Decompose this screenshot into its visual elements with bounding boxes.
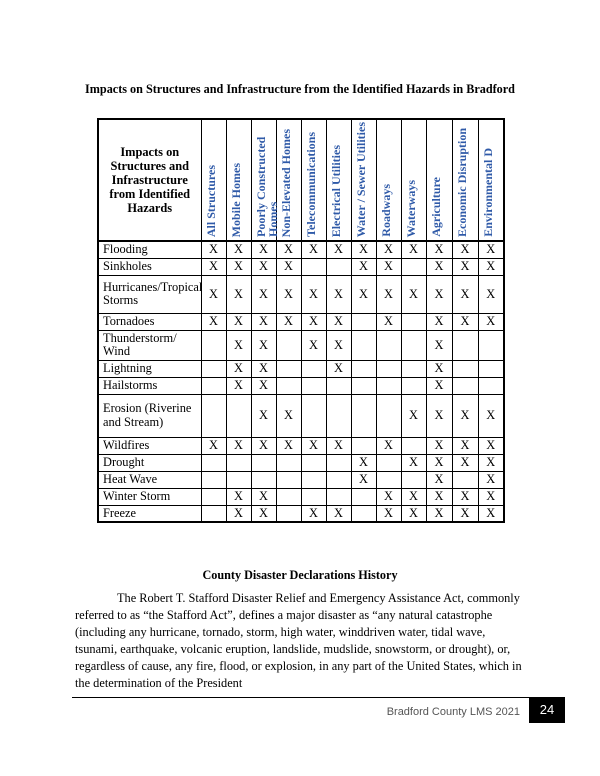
impact-cell: X [376, 437, 401, 454]
impact-cell [251, 454, 276, 471]
impact-cell: X [426, 275, 452, 313]
impact-cell: X [426, 471, 452, 488]
body-paragraph [75, 590, 527, 692]
impact-cell: X [201, 241, 226, 258]
impact-cell [201, 360, 226, 377]
impact-cell [201, 471, 226, 488]
column-header-label: Water / Sewer Utilities [353, 121, 368, 237]
impact-cell: X [301, 241, 326, 258]
impact-cell: X [276, 258, 301, 275]
page-number: 24 [529, 697, 565, 723]
impact-cell: X [251, 313, 276, 330]
impact-cell [301, 471, 326, 488]
impact-cell: X [226, 437, 251, 454]
hazard-impact-table [97, 118, 505, 523]
impact-cell: X [376, 258, 401, 275]
impact-cell: X [478, 505, 504, 522]
impact-cell: X [478, 394, 504, 437]
table-row [98, 437, 504, 454]
impact-cell [301, 360, 326, 377]
impact-cell: X [251, 394, 276, 437]
impact-cell: X [351, 241, 376, 258]
hazard-name: Winter Storm [98, 488, 201, 505]
impact-cell [201, 488, 226, 505]
impact-cell: X [426, 454, 452, 471]
impact-cell [452, 471, 478, 488]
impact-cell: X [452, 241, 478, 258]
hazard-name: Flooding [98, 241, 201, 258]
impact-cell [351, 313, 376, 330]
impact-cell [326, 394, 351, 437]
impact-cell [201, 454, 226, 471]
impact-cell [226, 394, 251, 437]
impact-cell: X [452, 275, 478, 313]
column-header [301, 119, 326, 241]
hazard-name: Hailstorms [98, 377, 201, 394]
impact-cell [201, 330, 226, 360]
impact-cell [326, 471, 351, 488]
table-row [98, 258, 504, 275]
column-header [401, 119, 426, 241]
column-header [478, 119, 504, 241]
impact-cell [351, 505, 376, 522]
impact-cell [326, 258, 351, 275]
impact-cell [326, 454, 351, 471]
impact-cell: X [478, 437, 504, 454]
impact-cell: X [301, 437, 326, 454]
impact-cell: X [226, 505, 251, 522]
table-row [98, 377, 504, 394]
impact-cell: X [201, 437, 226, 454]
impact-cell [401, 313, 426, 330]
impact-cell [301, 258, 326, 275]
hazard-name: Tornadoes [98, 313, 201, 330]
impact-cell: X [301, 275, 326, 313]
impact-cell [401, 377, 426, 394]
impact-cell: X [276, 241, 301, 258]
impact-cell [301, 394, 326, 437]
impact-cell: X [452, 258, 478, 275]
impact-cell [452, 330, 478, 360]
column-header [326, 119, 351, 241]
table-row [98, 241, 504, 258]
footer-rule [72, 697, 564, 698]
impact-cell: X [226, 241, 251, 258]
column-header-label: Roadways [378, 184, 393, 237]
impact-cell [351, 437, 376, 454]
impact-cell: X [452, 454, 478, 471]
impact-cell [376, 454, 401, 471]
section-title: County Disaster Declarations History [202, 568, 398, 582]
column-header [376, 119, 401, 241]
impact-cell: X [351, 454, 376, 471]
impact-cell: X [452, 488, 478, 505]
impact-cell: X [226, 488, 251, 505]
impact-cell: X [426, 394, 452, 437]
impact-cell [401, 330, 426, 360]
impact-cell: X [201, 258, 226, 275]
impact-cell [401, 471, 426, 488]
impact-cell: X [226, 313, 251, 330]
impact-cell: X [276, 275, 301, 313]
impact-cell: X [251, 275, 276, 313]
impact-cell: X [226, 275, 251, 313]
impact-cell: X [251, 360, 276, 377]
table-row [98, 471, 504, 488]
impact-cell: X [478, 488, 504, 505]
impact-cell: X [326, 330, 351, 360]
impact-cell: X [426, 505, 452, 522]
impact-cell: X [426, 360, 452, 377]
impact-cell [276, 454, 301, 471]
impact-cell: X [326, 437, 351, 454]
impact-cell: X [276, 437, 301, 454]
impact-cell: X [351, 258, 376, 275]
column-header [276, 119, 301, 241]
impact-cell [201, 394, 226, 437]
impact-cell [226, 454, 251, 471]
impact-cell: X [226, 258, 251, 275]
column-header [201, 119, 226, 241]
impact-cell: X [376, 275, 401, 313]
impact-cell: X [276, 394, 301, 437]
impact-cell [351, 394, 376, 437]
hazard-name: Thunderstorm/ Wind [98, 330, 201, 360]
column-header-label: All Structures [203, 164, 218, 237]
table-row [98, 275, 504, 313]
impact-cell: X [478, 275, 504, 313]
column-header-label: Waterways [403, 179, 418, 237]
impact-cell: X [376, 488, 401, 505]
impact-cell: X [251, 377, 276, 394]
column-header-label: Non-Elevated Homes [278, 128, 293, 237]
impact-cell [326, 377, 351, 394]
column-header-label: Agriculture [428, 177, 443, 237]
impact-cell: X [251, 330, 276, 360]
impact-cell: X [326, 241, 351, 258]
impact-cell: X [226, 330, 251, 360]
impact-cell [376, 377, 401, 394]
impact-cell: X [426, 330, 452, 360]
table-row [98, 488, 504, 505]
impact-cell [351, 377, 376, 394]
impact-cell [401, 437, 426, 454]
impact-cell: X [478, 471, 504, 488]
impact-cell [201, 377, 226, 394]
column-header-label: Economic Disruption [454, 127, 469, 237]
impact-cell [478, 377, 504, 394]
impact-cell [351, 488, 376, 505]
impact-cell: X [301, 313, 326, 330]
impact-cell [401, 360, 426, 377]
impact-cell: X [226, 377, 251, 394]
footer-text: Bradford County LMS 2021 [386, 706, 520, 718]
column-header [426, 119, 452, 241]
impact-cell: X [301, 505, 326, 522]
impact-cell: X [401, 454, 426, 471]
impact-cell: X [426, 241, 452, 258]
impact-cell: X [326, 275, 351, 313]
impact-cell: X [401, 394, 426, 437]
impact-cell [301, 377, 326, 394]
impact-cell [452, 360, 478, 377]
table-row [98, 454, 504, 471]
impact-cell: X [452, 437, 478, 454]
impact-cell: X [401, 505, 426, 522]
impact-cell: X [326, 313, 351, 330]
hazard-name: Hurricanes/Tropical Storms [98, 275, 201, 313]
impact-cell: X [478, 241, 504, 258]
impact-cell [276, 360, 301, 377]
impact-cell: X [351, 275, 376, 313]
impact-cell: X [478, 258, 504, 275]
impact-cell [326, 488, 351, 505]
table-title: Impacts on Structures and Infrastructure from the Identified Hazards in Bradford [85, 82, 515, 96]
impact-cell [201, 505, 226, 522]
impact-cell: X [452, 394, 478, 437]
impact-cell: X [201, 313, 226, 330]
impact-cell: X [251, 258, 276, 275]
column-header-label: Environmental D [480, 148, 495, 237]
column-header-label: Mobile Homes [228, 162, 243, 237]
impact-cell [276, 488, 301, 505]
impact-cell [452, 377, 478, 394]
impact-cell: X [401, 488, 426, 505]
hazard-name: Wildfires [98, 437, 201, 454]
impact-cell: X [376, 505, 401, 522]
impact-cell: X [401, 241, 426, 258]
impact-cell [276, 471, 301, 488]
impact-cell: X [478, 313, 504, 330]
impact-cell [376, 360, 401, 377]
table-row [98, 360, 504, 377]
impact-cell: X [326, 505, 351, 522]
column-header [226, 119, 251, 241]
impact-cell: X [376, 313, 401, 330]
impact-cell [376, 394, 401, 437]
hazard-name: Sinkholes [98, 258, 201, 275]
corner-header: Impacts on Structures and Infrastructure from Identified Hazards [98, 119, 201, 241]
table-row [98, 330, 504, 360]
table-row [98, 394, 504, 437]
impact-cell: X [301, 330, 326, 360]
hazard-name: Drought [98, 454, 201, 471]
table-row [98, 313, 504, 330]
impact-cell [301, 488, 326, 505]
impact-cell: X [251, 437, 276, 454]
impact-cell: X [478, 454, 504, 471]
impact-cell: X [426, 377, 452, 394]
paragraph-text: The Robert T. Stafford Disaster Relief and Emergency Assistance Act, commonly referred to as “the Stafford Act”, defines a major disaster as “any natural catastrophe (including any hurricane, tornado, storm, high water, winddriven water, tidal wave, tsunami, earthquake, volcanic eruption, landslide, mudslide, snowstorm, or drought), or, regardless of cause, any fire, flood, or explosion, in any part of the United States, which in the determination of the President [75, 591, 522, 690]
impact-cell: X [426, 313, 452, 330]
hazard-name: Freeze [98, 505, 201, 522]
impact-cell: X [426, 437, 452, 454]
column-header-label: Telecommunications [303, 132, 318, 237]
column-header-label: Poorly Constructed Homes [253, 136, 280, 237]
hazard-name: Heat Wave [98, 471, 201, 488]
impact-cell: X [452, 505, 478, 522]
impact-cell: X [251, 505, 276, 522]
impact-cell [301, 454, 326, 471]
impact-cell: X [251, 241, 276, 258]
impact-cell [478, 330, 504, 360]
impact-cell: X [351, 471, 376, 488]
impact-cell: X [376, 241, 401, 258]
impact-cell: X [326, 360, 351, 377]
impact-cell [351, 360, 376, 377]
hazard-name: Lightning [98, 360, 201, 377]
impact-cell [276, 377, 301, 394]
impact-cell [351, 330, 376, 360]
column-header [351, 119, 376, 241]
impact-cell [276, 330, 301, 360]
table-row [98, 505, 504, 522]
column-header [251, 119, 280, 241]
impact-cell [276, 505, 301, 522]
impact-cell: X [452, 313, 478, 330]
impact-cell: X [226, 360, 251, 377]
impact-cell [226, 471, 251, 488]
impact-cell: X [426, 258, 452, 275]
impact-cell: X [201, 275, 226, 313]
column-header-label: Electrical Utilities [328, 144, 343, 237]
impact-cell [401, 258, 426, 275]
impact-cell [376, 330, 401, 360]
table-header-row [98, 119, 504, 241]
impact-cell: X [426, 488, 452, 505]
impact-cell [376, 471, 401, 488]
impact-cell: X [401, 275, 426, 313]
impact-cell: X [251, 488, 276, 505]
hazard-name: Erosion (Riverine and Stream) [98, 394, 201, 437]
column-header [452, 119, 478, 241]
impact-cell [251, 471, 276, 488]
impact-cell [478, 360, 504, 377]
impact-cell: X [276, 313, 301, 330]
